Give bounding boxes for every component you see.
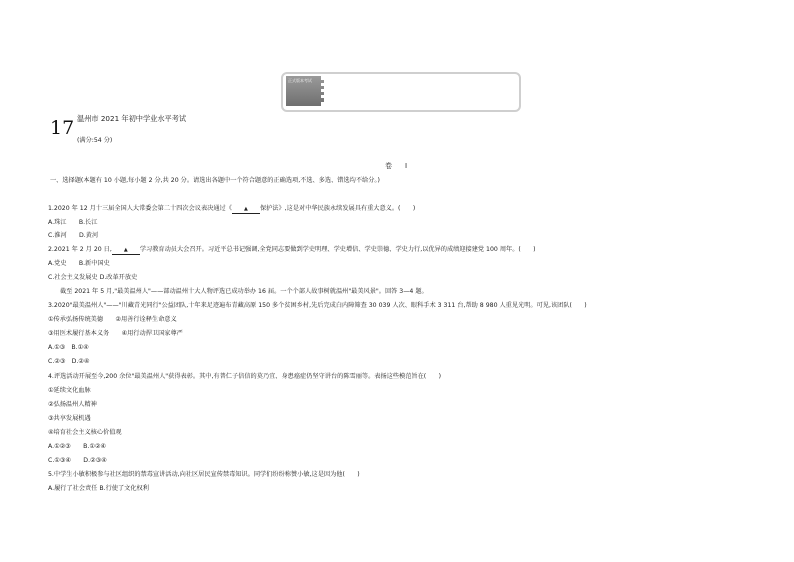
question-4: 4.评选活动开展至今,200 余位"最美温州人"获得表彰。其中,有普仁子信信的莫乃宜、身患癌症仍坚守讲台的陈雪丽等。表扬这些模范旨在( ) <box>48 373 442 380</box>
volume-label: 卷 Ⅰ <box>385 162 411 170</box>
score-note: (满分:54 分) <box>77 137 113 144</box>
q3-answers-ab: A.①③ B.①④ <box>48 344 89 351</box>
q4-option-4: ④培育社会主义核心价值观 <box>48 429 122 436</box>
exam-stamp: 正式版本考试 <box>286 76 324 106</box>
q4-option-1: ①延续文化血脉 <box>48 387 91 394</box>
q4-answers-ab: A.①②③ B.①②④ <box>48 443 106 450</box>
q2-text-after: 学习教育动员大会召开。习近平总书记强调,全党同志要做到学史明理、学史增信、学史崇德、学史力行,以优异的成绩迎接建党 100 周年。( ) <box>139 246 536 253</box>
q3-options-12: ①传承弘扬传统美德 ②用善行诠释生命意义 <box>48 316 177 323</box>
page-number: 17 <box>50 117 75 139</box>
q4-option-2: ②弘扬温州人精神 <box>48 401 97 408</box>
q4-option-3: ③共享发展机遇 <box>48 415 91 422</box>
q1-text-after: 保护法》,这是对中华民族永续发展具有重大意义。( ) <box>259 205 416 212</box>
question-5: 5.中学生小敏积极参与社区组织的禁毒宣讲活动,向社区居民宣传禁毒知识。同学们纷纷称赞小敏,这是因为他( ) <box>48 471 360 478</box>
q3-answers-cd: C.②③ D.②④ <box>48 358 90 365</box>
q2-options-cd: C.社会主义发展史 D.改革开放史 <box>48 274 138 281</box>
q2-options-ab: A.党史 B.新中国史 <box>48 260 110 267</box>
q2-text-before: 2.2021 年 2 月 20 日, <box>48 246 112 253</box>
q3-options-34: ③用医术履行基本义务 ④用行动捍卫国家尊严 <box>48 330 183 337</box>
q1-options-ab: A.珠江 B.长江 <box>48 219 98 226</box>
question-3: 3.2020"最美温州人"——"川藏青光同行"公益团队,十年来足迹遍布青藏高原 150 多个贫困乡村,先后完成白内障筛查 30 039 人次、眼科手术 3 311 台,帮助 8 980 人重见光明。可见,该团队( ) <box>48 302 587 309</box>
section-heading: 一、选择题(本题有 10 小题,每小题 2 分,共 20 分。请选出各题中一个符合题意的正确选项,不选、多选、错选均不给分。) <box>50 177 380 184</box>
question-1 <box>48 205 415 214</box>
question-2 <box>48 246 536 255</box>
q4-answers-cd: C.①③④ D.②③④ <box>48 457 107 464</box>
header-banner <box>281 72 521 112</box>
material-text: 截至 2021 年 5 月,"最美温州人"——部动温州十大人物评选已成功举办 16 届。一个个部人故事树就温州"最美风景"。回答 3—4 题。 <box>60 288 428 295</box>
q1-options-cd: C.淮河 D.黄河 <box>48 232 99 239</box>
q1-text-before: 1.2020 年 12 月十三届全国人大常委会第二十四次会议表决通过《 <box>48 205 232 212</box>
q5-options-ab: A.履行了社会责任 B.行使了文化权利 <box>48 485 149 492</box>
q1-blank: ▲ <box>232 205 260 214</box>
q2-blank: ▲ <box>112 246 140 255</box>
exam-title: 温州市 2021 年初中学业水平考试 <box>77 114 187 123</box>
